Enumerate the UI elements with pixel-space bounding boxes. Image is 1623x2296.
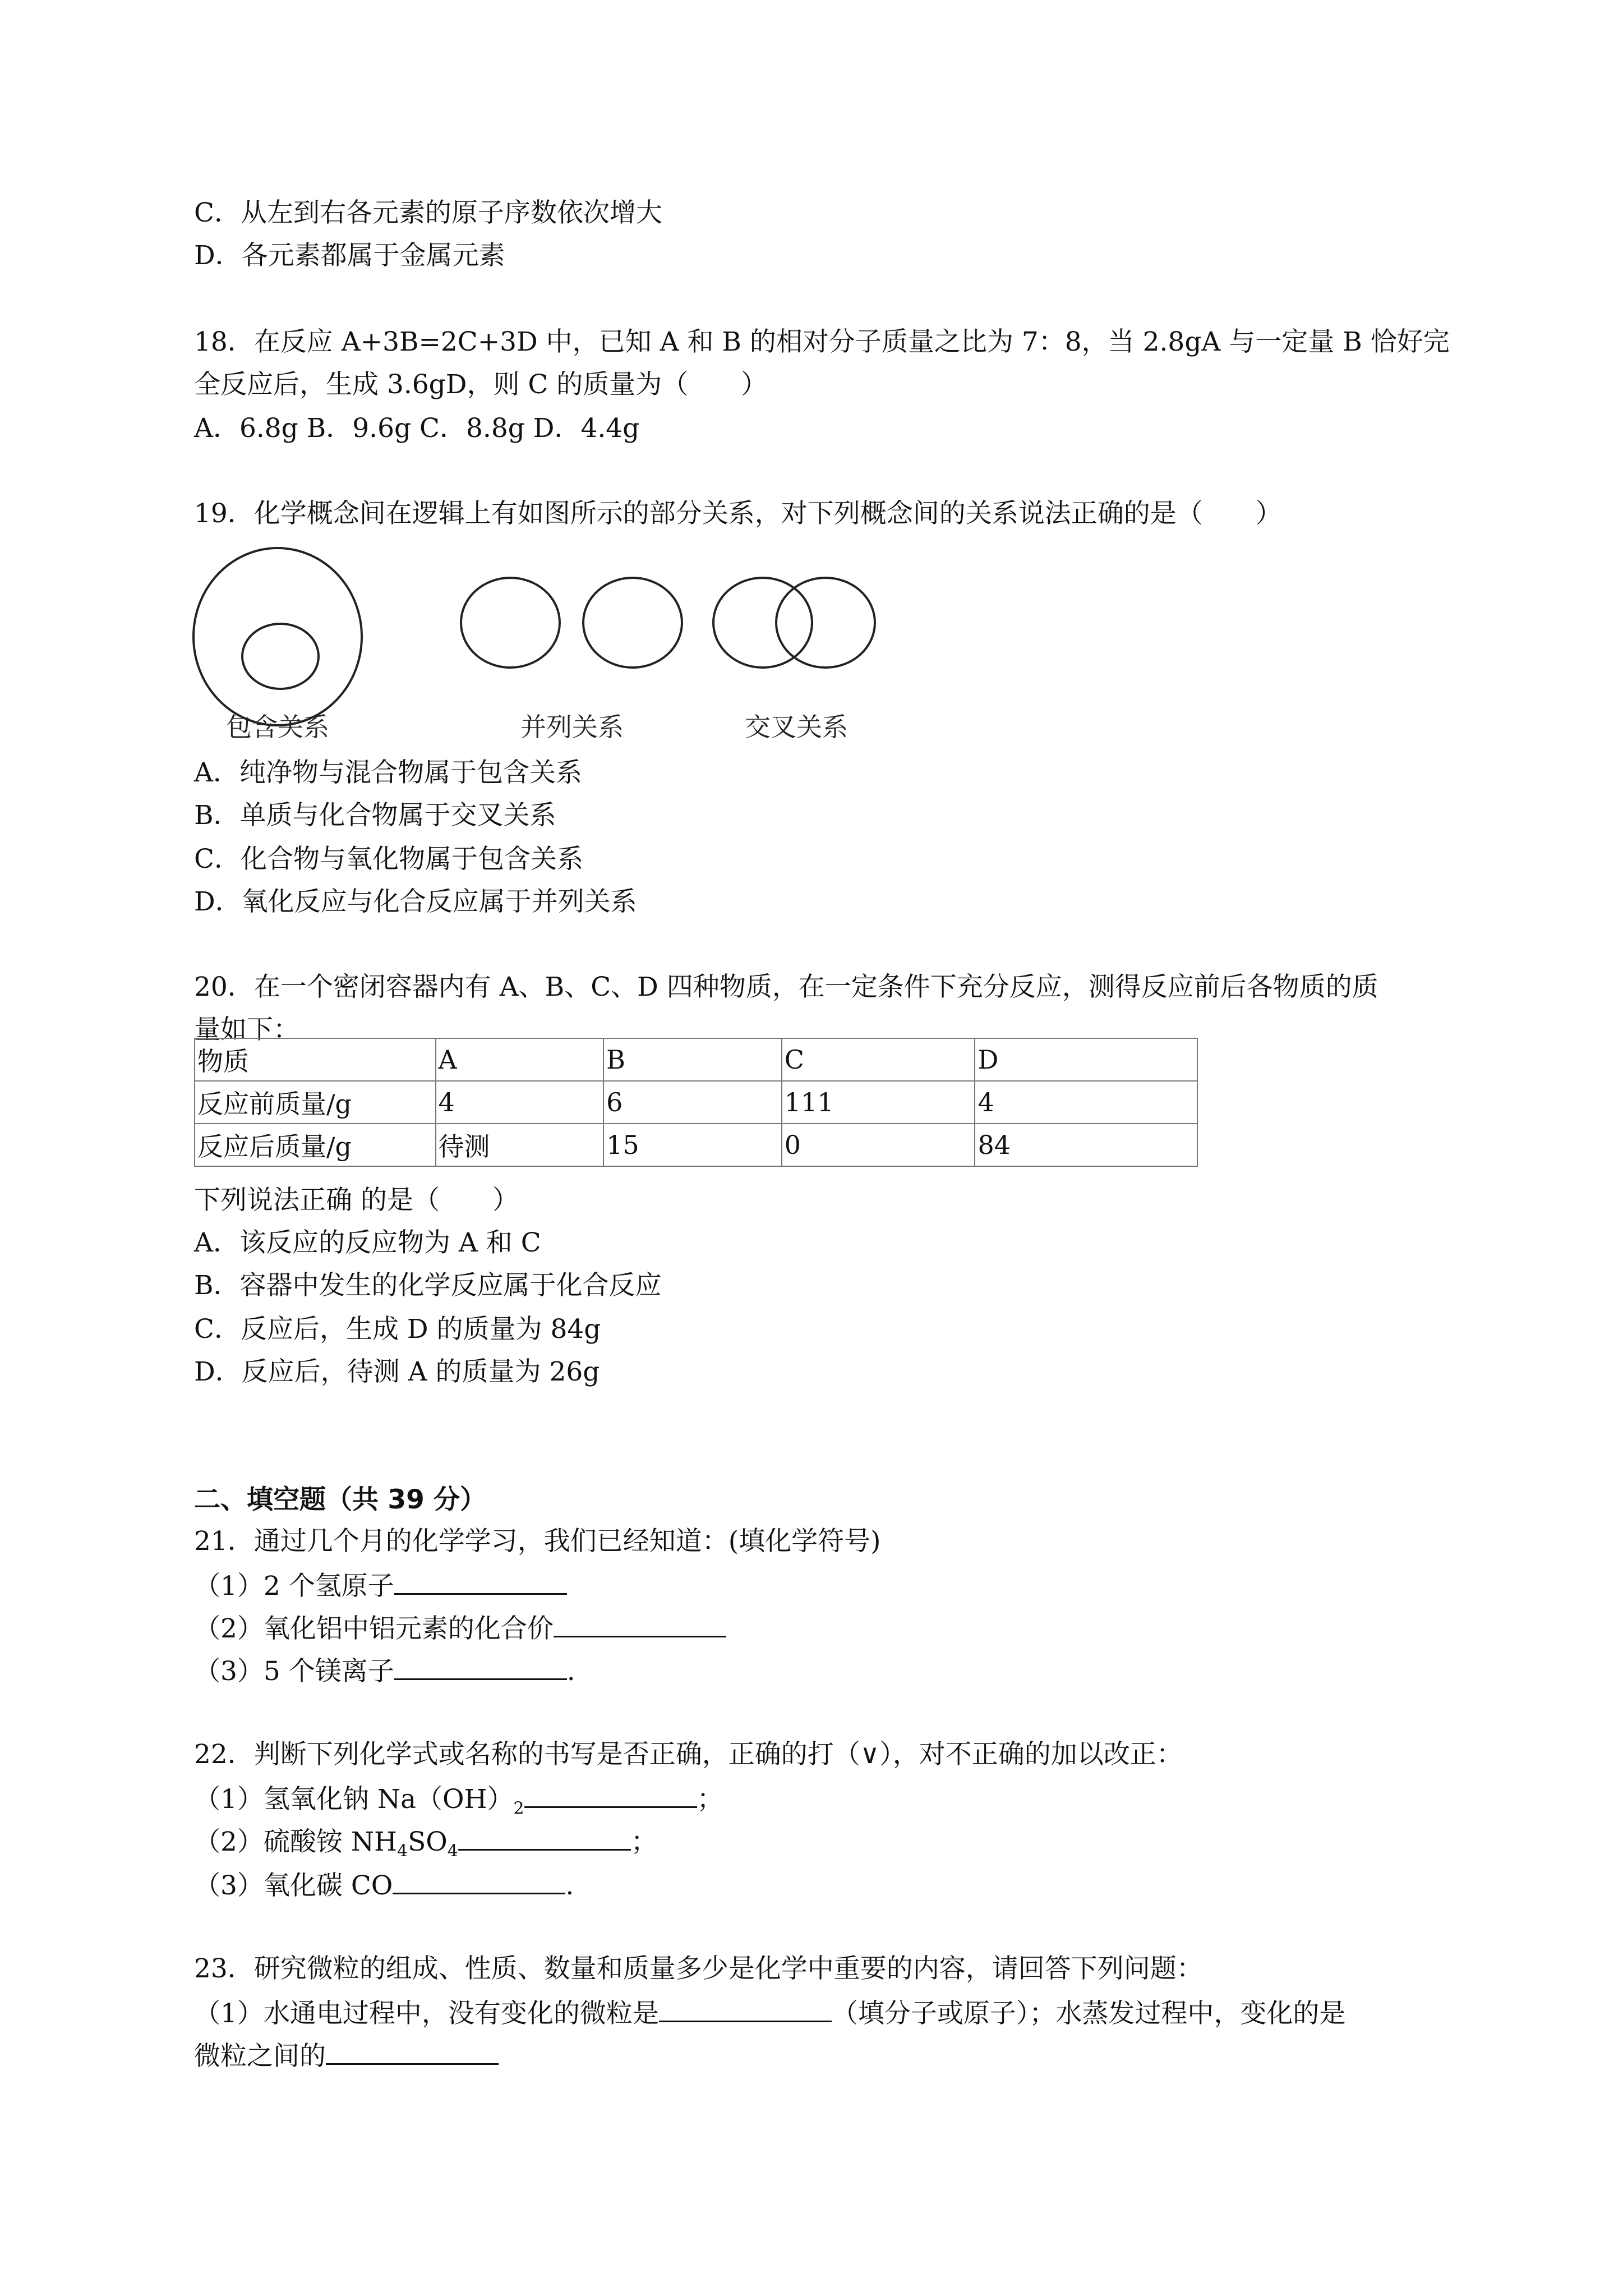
q17-option-c: C．从左到右各元素的原子序数依次增大 [194, 197, 662, 228]
answer-blank[interactable] [394, 1654, 567, 1680]
q19-option-b: B．单质与化合物属于交叉关系 [194, 800, 556, 831]
intersection-diagram [713, 578, 875, 742]
answer-blank[interactable] [394, 1568, 567, 1595]
q20-option-c: C．反应后，生成 D 的质量为 84g [194, 1314, 601, 1345]
left-circle [713, 578, 812, 668]
q18-stem-line1: 18．在反应 A+3B=2C+3D 中，已知 A 和 B 的相对分子质量之比为 7：8，当 2.8gA 与一定量 B 恰好完 [194, 326, 1450, 357]
q21-item3-end: . [566, 1656, 575, 1687]
table-cell: 4 [436, 1081, 604, 1124]
table-cell: A [436, 1038, 604, 1081]
table-cell: 0 [782, 1124, 975, 1166]
q22-stem: 22．判断下列化学式或名称的书写是否正确，正确的打（∨），对不正确的加以改正： [194, 1739, 1183, 1770]
q23-item1-line2 [194, 2039, 499, 2072]
answer-blank[interactable] [554, 1611, 726, 1637]
q22-item2-end: ； [630, 1826, 657, 1857]
q21-item2 [194, 1611, 726, 1645]
q22-item1-end: ； [697, 1784, 723, 1815]
q23-item1-line1 [194, 1996, 1345, 2030]
inner-circle [242, 624, 319, 689]
q21-item1 [194, 1568, 567, 1602]
q20-stem-line2: 量如下： [194, 1014, 299, 1045]
q22-item2 [194, 1824, 657, 1867]
inclusion-label: 包含关系 [226, 712, 329, 742]
right-circle [583, 578, 682, 668]
q21-stem: 21．通过几个月的化学学习，我们已经知道：(填化学符号) [194, 1526, 881, 1557]
q20-option-b: B．容器中发生的化学反应属于化合反应 [194, 1270, 662, 1301]
table-cell: 15 [603, 1124, 782, 1166]
q21-item2-label: （2）氧化铝中铝元素的化合价 [194, 1613, 554, 1644]
table-cell: 84 [975, 1124, 1197, 1166]
q22-item1-label: （1）氢氧化钠 Na（OH） [194, 1784, 514, 1815]
q21-item3-label: （3）5 个镁离子 [194, 1656, 394, 1687]
q23-stem: 23．研究微粒的组成、性质、数量和质量多少是化学中重要的内容，请回答下列问题： [194, 1953, 1203, 1984]
answer-blank[interactable] [524, 1782, 697, 1808]
q19-option-c: C．化合物与氧化物属于包含关系 [194, 844, 583, 875]
q20-option-d: D．反应后，待测 A 的质量为 26g [194, 1356, 600, 1387]
table-cell: 反应后质量/g [195, 1124, 436, 1166]
q19-option-a: A．纯净物与混合物属于包含关系 [194, 757, 582, 788]
subscript: 2 [513, 1798, 524, 1819]
table-cell: 待测 [436, 1124, 604, 1166]
answer-blank[interactable] [326, 2039, 499, 2065]
relationship-venn-diagram [185, 539, 970, 752]
q23-item1-label-a: （1）水通电过程中，没有变化的微粒是 [194, 1998, 659, 2029]
q22-item1 [194, 1782, 723, 1824]
table-cell: C [782, 1038, 975, 1081]
table-cell: D [975, 1038, 1197, 1081]
q17-option-d: D．各元素都属于金属元素 [194, 240, 505, 271]
q22-item2-label-b: SO [408, 1826, 448, 1857]
q18-stem-line2: 全反应后，生成 3.6gD，则 C 的质量为（ ） [194, 369, 768, 400]
table-cell: 反应前质量/g [195, 1081, 436, 1124]
q22-item3-label: （3）氧化碳 CO [194, 1870, 393, 1901]
table-cell: 物质 [195, 1038, 436, 1081]
table-cell: B [603, 1038, 782, 1081]
section-heading: 二、填空题（共 39 分） [194, 1484, 487, 1515]
table-row [195, 1081, 1197, 1124]
q19-option-d: D．氧化反应与化合反应属于并列关系 [194, 886, 637, 917]
answer-blank[interactable] [659, 1996, 832, 2022]
q18-options: A．6.8g B．9.6g C．8.8g D．4.4g [194, 413, 640, 444]
left-circle [461, 578, 560, 668]
table-row [195, 1038, 1197, 1081]
subscript: 4 [447, 1841, 458, 1861]
answer-blank[interactable] [458, 1824, 631, 1851]
outer-circle [193, 548, 362, 725]
right-circle [776, 578, 875, 668]
q20-stem-line1: 20．在一个密闭容器内有 A、B、C、D 四种物质，在一定条件下充分反应，测得反应前后各物质的质 [194, 972, 1378, 1002]
parallel-diagram [461, 578, 682, 742]
q19-stem: 19．化学概念间在逻辑上有如图所示的部分关系，对下列概念间的关系说法正确的是（ ） [194, 498, 1282, 529]
answer-blank[interactable] [393, 1868, 565, 1894]
table-cell: 4 [975, 1081, 1197, 1124]
table-cell: 6 [603, 1081, 782, 1124]
subscript: 4 [396, 1841, 408, 1861]
q22-item3-end: . [565, 1870, 574, 1901]
inclusion-diagram [193, 548, 362, 742]
parallel-label: 并列关系 [520, 712, 624, 742]
table-cell: 111 [782, 1081, 975, 1124]
q20-option-a: A．该反应的反应物为 A 和 C [194, 1227, 541, 1258]
q20-prompt: 下列说法正确 的是（ ） [194, 1185, 519, 1216]
q23-item1-label-c: 微粒之间的 [194, 2041, 326, 2072]
mass-table [194, 1038, 1198, 1167]
intersection-label: 交叉关系 [745, 712, 848, 742]
q21-item3 [194, 1654, 575, 1687]
q23-item1-label-b: （填分子或原子）；水蒸发过程中，变化的是 [831, 1998, 1346, 2029]
q22-item2-label-a: （2）硫酸铵 NH [194, 1826, 397, 1857]
table-row [195, 1124, 1197, 1166]
q21-item1-label: （1）2 个氢原子 [194, 1571, 394, 1602]
q22-item3 [194, 1868, 574, 1902]
